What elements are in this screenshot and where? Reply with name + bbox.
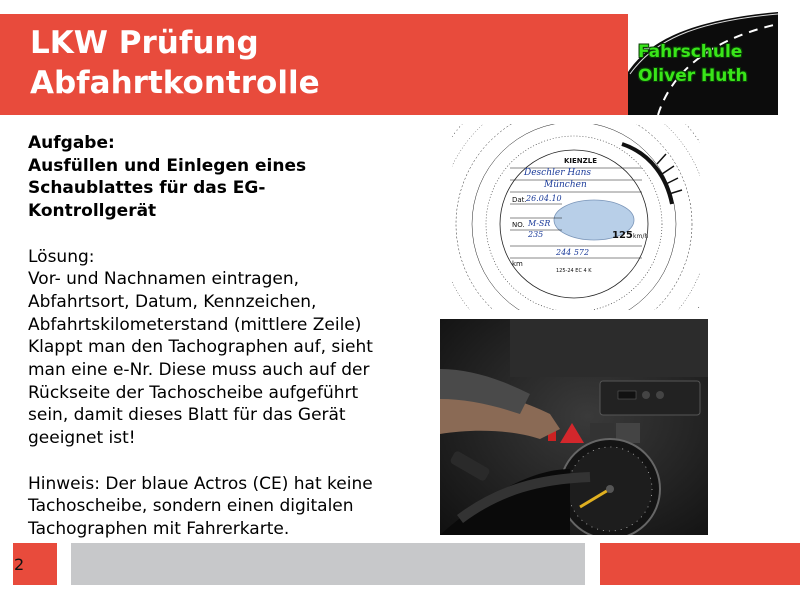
task-line: Kontrollgerät (28, 201, 157, 222)
task-line: Ausfüllen und Einlegen eines (28, 155, 307, 176)
footer-bar (71, 543, 585, 585)
slide-body (28, 132, 428, 541)
task-line: Schaublattes für das EG- (28, 178, 266, 199)
driving-school-logo (628, 12, 778, 115)
disc-plate-label: NO. (512, 221, 525, 229)
solution-heading: Lösung: (28, 246, 95, 267)
footer-accent-right (600, 543, 800, 585)
disc-speed-max: 125 (612, 230, 633, 241)
hint-line: Tachographen mit Fahrerkarte. (28, 518, 290, 539)
page-title-line-1: LKW Prüfung (30, 25, 259, 61)
disc-plate-number: 235 (528, 230, 544, 239)
spacer (28, 450, 428, 473)
disc-brand: KIENZLE (564, 157, 597, 165)
disc-date-label: Dat. (512, 196, 527, 204)
logo-line-1: Fahrschule (638, 42, 743, 62)
disc-km-label: km (512, 260, 523, 268)
hint-line: Hinweis: Der blaue Actros (CE) hat keine (28, 473, 373, 494)
disc-plate: M-SR (528, 219, 551, 228)
disc-date: 26.04.10 (526, 194, 562, 203)
tachograph-photo (440, 319, 708, 535)
spacer (28, 223, 428, 246)
tachograph-disc-image (452, 124, 700, 310)
page-title-line-2: Abfahrtkontrolle (30, 65, 320, 101)
page-number: 2 (14, 555, 25, 574)
hint-line: Tachoscheibe, sondern einen digitalen (28, 496, 354, 517)
task-heading: Aufgabe: (28, 133, 115, 153)
dashboard-illustration (440, 319, 708, 535)
solution-line: Klappt man den Tachographen auf, sieht (28, 337, 373, 358)
solution-line: geeignet ist! (28, 428, 136, 449)
logo-line-2: Oliver Huth (638, 66, 748, 86)
disc-speed-unit: km/h (633, 233, 649, 240)
solution-line: man eine e-Nr. Diese muss auch auf der (28, 360, 370, 381)
solution-line: Rückseite der Tachoscheibe aufgeführt (28, 382, 359, 403)
disc-km-value: 244 572 (556, 248, 590, 257)
solution-line: Abfahrtsort, Datum, Kennzeichen, (28, 291, 317, 312)
road-graphic (628, 12, 778, 115)
solution-line: Abfahrtskilometerstand (mittlere Zeile) (28, 314, 362, 335)
disc-code: 125-24 EC 4 K (556, 268, 592, 274)
tachograph-disc-graphic (452, 124, 700, 310)
solution-line: Vor- und Nachnamen eintragen, (28, 269, 299, 290)
disc-place: München (544, 180, 587, 190)
title-bar (0, 14, 628, 115)
disc-driver-name: Deschler Hans (524, 168, 591, 178)
solution-line: sein, damit dieses Blatt für das Gerät (28, 405, 346, 426)
